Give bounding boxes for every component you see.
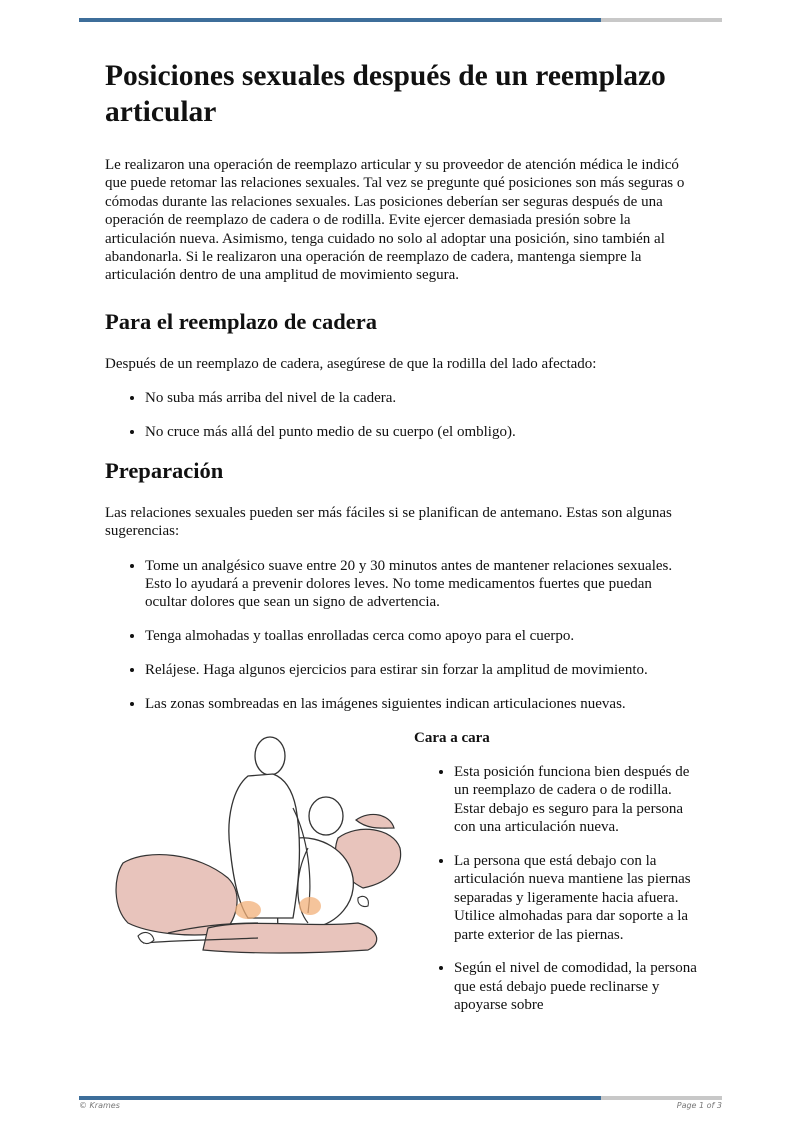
footer-page-number: Page 1 of 3 bbox=[676, 1101, 722, 1110]
preparation-list bbox=[105, 557, 697, 714]
list-item: • No suba más arriba del nivel de la cadera. bbox=[145, 389, 697, 407]
hip-list bbox=[105, 389, 697, 441]
list-item: • Según el nivel de comodidad, la persona que está debajo puede reclinarse y apoyarse sobre bbox=[454, 959, 704, 1014]
reclining-head bbox=[309, 797, 343, 835]
pillow-shape bbox=[356, 814, 394, 828]
list-item: • La persona que está debajo con la articulación nueva mantiene las piernas separadas y ligeramente hacia afuera. Utilice almohadas para dar soporte a la parte exterior de las piernas. bbox=[454, 852, 704, 944]
sheet-shape bbox=[203, 923, 377, 953]
header-rule-accent bbox=[79, 18, 601, 22]
illustration-svg bbox=[108, 728, 408, 960]
face-to-face-section bbox=[414, 729, 704, 1030]
face-to-face-list bbox=[414, 763, 704, 1015]
foot bbox=[358, 896, 369, 906]
joint-highlight bbox=[299, 897, 321, 915]
preparation-intro: Las relaciones sexuales pueden ser más fáciles si se planifican de antemano. Estas son algunas sugerencias: bbox=[105, 504, 672, 540]
intro-paragraph: Le realizaron una operación de reemplazo articular y su proveedor de atención médica le indicó que puede retomar las relaciones sexuales. Tal vez se pregunte qué posiciones son más seguras o cómodas durante las relaciones sexuales. Las posiciones deberían ser seguras después de una operación de reemplazo de cadera o de rodilla. Evite ejercer demasiada presión sobre la articulación nueva. Asimismo, tenga cuidado no solo al adoptar una posición, sino también al abandonarla. Si le realizaron una operación de reemplazo de cadera, mantenga siempre la articulación dentro de una amplitud de movimiento segura. bbox=[105, 157, 685, 284]
page-title: Posiciones sexuales después de un reemplazo articular bbox=[105, 60, 666, 128]
hip-intro: Después de un reemplazo de cadera, asegúrese de que la rodilla del lado afectado: bbox=[105, 355, 597, 372]
face-to-face-illustration bbox=[108, 728, 408, 960]
section-heading-hip: Para el reemplazo de cadera bbox=[105, 308, 377, 334]
list-item: • Relájese. Haga algunos ejercicios para estirar sin forzar la amplitud de movimiento. bbox=[145, 661, 697, 679]
foot bbox=[138, 933, 154, 944]
header-rule bbox=[79, 18, 722, 22]
list-item: • Tome un analgésico suave entre 20 y 30 minutos antes de mantener relaciones sexuales. Esto lo ayudará a prevenir dolores leves. No tome medicamentos fuertes que puedan ocultar dolores que sean un signo de advertencia. bbox=[145, 557, 697, 612]
sheet-shape bbox=[116, 855, 237, 935]
sitting-head bbox=[255, 737, 285, 775]
article bbox=[105, 58, 697, 729]
section-heading-preparation: Preparación bbox=[105, 457, 224, 483]
list-item: • Esta posición funciona bien después de un reemplazo de cadera o de rodilla. Estar debajo es seguro para la persona con una articulación nueva. bbox=[454, 763, 704, 837]
list-item: • No cruce más allá del punto medio de su cuerpo (el ombligo). bbox=[145, 423, 697, 441]
footer-copyright: © Krames bbox=[79, 1101, 120, 1110]
footer-rule-accent bbox=[79, 1096, 601, 1100]
list-item: • Tenga almohadas y toallas enrolladas cerca como apoyo para el cuerpo. bbox=[145, 627, 697, 645]
list-item: • Las zonas sombreadas en las imágenes siguientes indican articulaciones nuevas. bbox=[145, 695, 697, 713]
footer-rule bbox=[79, 1096, 722, 1100]
sitting-torso bbox=[229, 774, 300, 918]
subheading-face-to-face: Cara a cara bbox=[414, 730, 490, 746]
joint-highlight bbox=[235, 901, 261, 919]
